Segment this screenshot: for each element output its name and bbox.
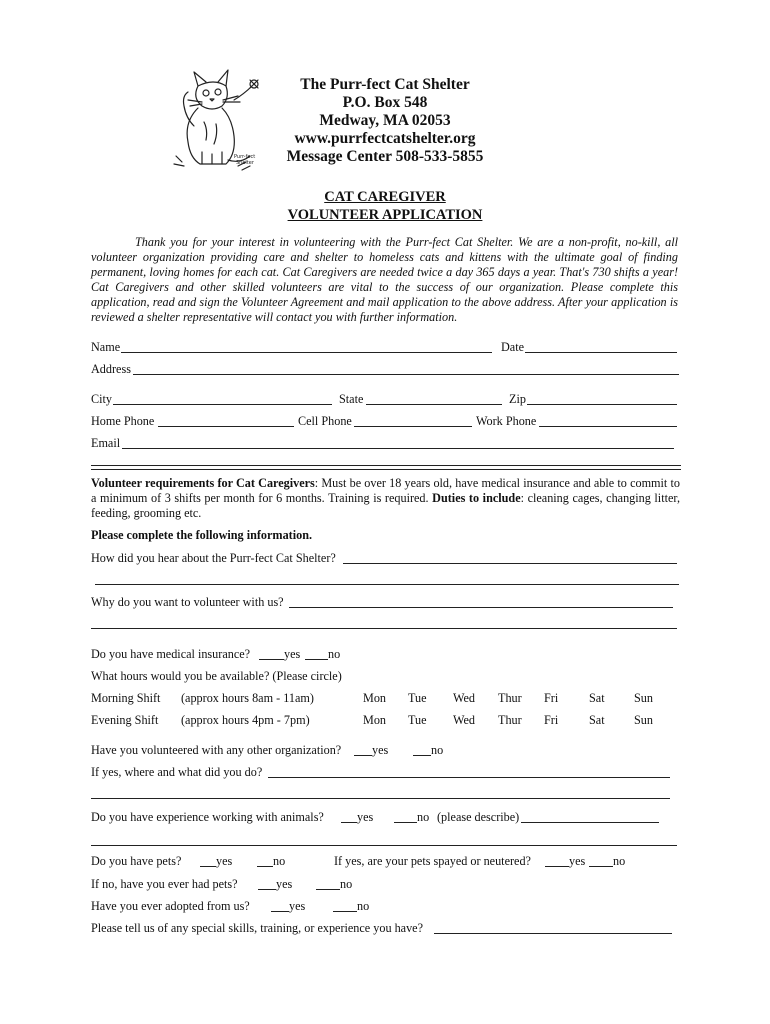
evening-day-sun[interactable]: Sun <box>634 713 653 727</box>
org-name: The Purr-fect Cat Shelter <box>300 76 470 93</box>
ever-had-pets-row <box>91 876 681 892</box>
evening-shift-label: Evening Shift <box>91 713 159 727</box>
medical-insurance-label: Do you have medical insurance? <box>91 647 251 661</box>
where-what-row <box>91 764 681 780</box>
morning-day-sun[interactable]: Sun <box>634 691 653 705</box>
have-pets-yes: yes <box>216 854 233 868</box>
instruction-text: Please complete the following information. <box>91 528 313 542</box>
experience-yes: yes <box>357 810 374 824</box>
evening-shift-hours: (approx hours 4pm - 7pm) <box>181 713 310 727</box>
experience-no: no <box>417 810 430 824</box>
medical-insurance-no-blank[interactable] <box>305 646 328 660</box>
ever-had-pets-label: If no, have you ever had pets? <box>91 877 238 891</box>
requirements-paragraph <box>91 476 680 521</box>
city-field[interactable] <box>113 391 332 405</box>
hours-row <box>91 668 681 684</box>
email-label: Email <box>91 436 121 450</box>
date-label: Date <box>501 340 525 354</box>
state-label: State <box>339 392 364 406</box>
form-title <box>240 188 530 224</box>
evening-day-sat[interactable]: Sat <box>589 713 605 727</box>
po-box: P.O. Box 548 <box>342 94 428 111</box>
pets-spayed-label: If yes, are your pets spayed or neutered? <box>334 854 531 868</box>
work-phone-label: Work Phone <box>476 414 537 428</box>
pets-spayed-yes-blank[interactable] <box>545 853 569 867</box>
adopted-label: Have you ever adopted from us? <box>91 899 250 913</box>
hear-about-line-2[interactable] <box>95 584 679 585</box>
duties-label: Duties to include <box>432 491 521 505</box>
morning-day-sat[interactable]: Sat <box>589 691 605 705</box>
name-label: Name <box>91 340 121 354</box>
ever-had-pets-yes: yes <box>276 877 293 891</box>
volunteered-label: Have you volunteered with any other organization? <box>91 743 342 757</box>
hours-label: What hours would you be available? (Please circle) <box>91 669 342 683</box>
zip-label: Zip <box>509 392 526 406</box>
requirements-label: Volunteer requirements for Cat Caregivers <box>91 476 315 490</box>
phone: Message Center 508-533-5855 <box>286 148 484 165</box>
medical-insurance-no: no <box>328 647 341 661</box>
morning-day-wed[interactable]: Wed <box>453 691 476 705</box>
experience-no-blank[interactable] <box>394 809 417 823</box>
pets-spayed-yes: yes <box>569 854 586 868</box>
ever-had-pets-yes-blank[interactable] <box>258 876 276 890</box>
experience-label: Do you have experience working with animals? <box>91 810 324 824</box>
svg-text:Shelter: Shelter <box>236 160 254 166</box>
ever-had-pets-no-blank[interactable] <box>316 876 340 890</box>
pets-spayed-no: no <box>613 854 626 868</box>
website: www.purrfectcatshelter.org <box>294 130 476 147</box>
name-field[interactable] <box>121 339 492 353</box>
special-skills-field[interactable] <box>434 920 672 934</box>
zip-field[interactable] <box>527 391 677 405</box>
title-line-1: CAT CAREGIVER <box>324 189 446 205</box>
morning-shift-label: Morning Shift <box>91 691 161 705</box>
requirements-text: : Must be over 18 years old, have medical insurance and able to commit to a minimum of 3 shifts per month for 6 months. Training is required. <box>91 476 680 505</box>
address-field[interactable] <box>133 361 679 375</box>
hear-about-row <box>91 550 681 566</box>
have-pets-label: Do you have pets? <box>91 854 182 868</box>
city-label: City <box>91 392 112 406</box>
morning-day-fri[interactable]: Fri <box>544 691 559 705</box>
adopted-no: no <box>357 899 370 913</box>
intro-paragraph: Thank you for your interest in volunteering with the Purr-fect Cat Shelter. We are a non-profit, no-kill, all volunteer organization providing care and shelter to homeless cats and kittens with the ultimate goal of finding permanent, loving homes for each cat. Cat Caregivers are needed twice a day 365 days a year. That's 730 shifts a year! Cat Caregivers and other skilled volunteers are vital to the success of our organization. Please complete this application, read and sign the Volunteer Agreement and mail application to the above address. After your application is reviewed a shelter representative will contact you with further information. <box>91 235 678 324</box>
duties-text: : cleaning cages, changing litter, feeding, grooming etc. <box>91 491 680 520</box>
why-volunteer-field[interactable] <box>289 594 673 608</box>
home-phone-label: Home Phone <box>91 414 155 428</box>
medical-insurance-yes: yes <box>284 647 301 661</box>
medical-insurance-yes-blank[interactable] <box>259 646 284 660</box>
svg-text:Purr-fect: Purr-fect <box>234 154 256 160</box>
adopted-no-blank[interactable] <box>333 898 357 912</box>
date-field[interactable] <box>525 339 677 353</box>
evening-day-thur[interactable]: Thur <box>498 713 522 727</box>
adopted-yes-blank[interactable] <box>271 898 289 912</box>
experience-line-2[interactable] <box>91 845 677 846</box>
address-label: Address <box>91 362 131 376</box>
title-line-2: VOLUNTEER APPLICATION <box>287 207 483 223</box>
volunteered-no-blank[interactable] <box>413 742 431 756</box>
medical-insurance-row <box>91 646 681 662</box>
hear-about-field[interactable] <box>343 550 677 564</box>
section-divider <box>91 465 681 470</box>
pets-row <box>91 853 681 869</box>
where-what-line-2[interactable] <box>91 798 670 799</box>
evening-day-mon[interactable]: Mon <box>363 713 387 727</box>
volunteered-row <box>91 742 681 758</box>
address-row <box>91 361 681 377</box>
shelter-header <box>240 76 530 166</box>
experience-describe-label: (please describe) <box>437 810 520 824</box>
where-what-field[interactable] <box>268 764 670 778</box>
cell-phone-field[interactable] <box>354 413 472 427</box>
home-phone-field[interactable] <box>158 413 294 427</box>
have-pets-no: no <box>273 854 286 868</box>
evening-day-tue[interactable]: Tue <box>408 713 427 727</box>
experience-yes-blank[interactable] <box>341 809 357 823</box>
why-volunteer-line-2[interactable] <box>91 628 677 629</box>
adopted-yes: yes <box>289 899 306 913</box>
morning-day-mon[interactable]: Mon <box>363 691 387 705</box>
email-field[interactable] <box>122 435 674 449</box>
name-date-row <box>91 339 681 355</box>
where-what-label: If yes, where and what did you do? <box>91 765 263 779</box>
why-volunteer-row <box>91 594 681 610</box>
adopted-row <box>91 898 681 914</box>
have-pets-yes-blank[interactable] <box>200 853 216 867</box>
city-state-zip-row <box>91 391 681 407</box>
special-skills-label: Please tell us of any special skills, training, or experience you have? <box>91 921 424 935</box>
morning-shift-hours: (approx hours 8am - 11am) <box>181 691 314 705</box>
pets-spayed-no-blank[interactable] <box>589 853 613 867</box>
work-phone-field[interactable] <box>539 413 677 427</box>
ever-had-pets-no: no <box>340 877 353 891</box>
evening-day-wed[interactable]: Wed <box>453 713 476 727</box>
why-volunteer-label: Why do you want to volunteer with us? <box>91 595 284 609</box>
volunteered-yes-blank[interactable] <box>354 742 372 756</box>
email-row <box>91 435 681 451</box>
cell-phone-label: Cell Phone <box>298 414 352 428</box>
city-state: Medway, MA 02053 <box>319 112 451 129</box>
experience-row <box>91 809 681 825</box>
experience-describe-field[interactable] <box>521 809 659 823</box>
state-field[interactable] <box>366 391 502 405</box>
volunteered-no: no <box>431 743 444 757</box>
evening-day-fri[interactable]: Fri <box>544 713 559 727</box>
hear-about-label: How did you hear about the Purr-fect Cat Shelter? <box>91 551 336 565</box>
special-skills-row <box>91 920 681 936</box>
instruction-row <box>91 527 681 543</box>
have-pets-no-blank[interactable] <box>257 853 273 867</box>
morning-day-thur[interactable]: Thur <box>498 691 522 705</box>
volunteered-yes: yes <box>372 743 389 757</box>
phone-row <box>91 413 681 429</box>
morning-day-tue[interactable]: Tue <box>408 691 427 705</box>
